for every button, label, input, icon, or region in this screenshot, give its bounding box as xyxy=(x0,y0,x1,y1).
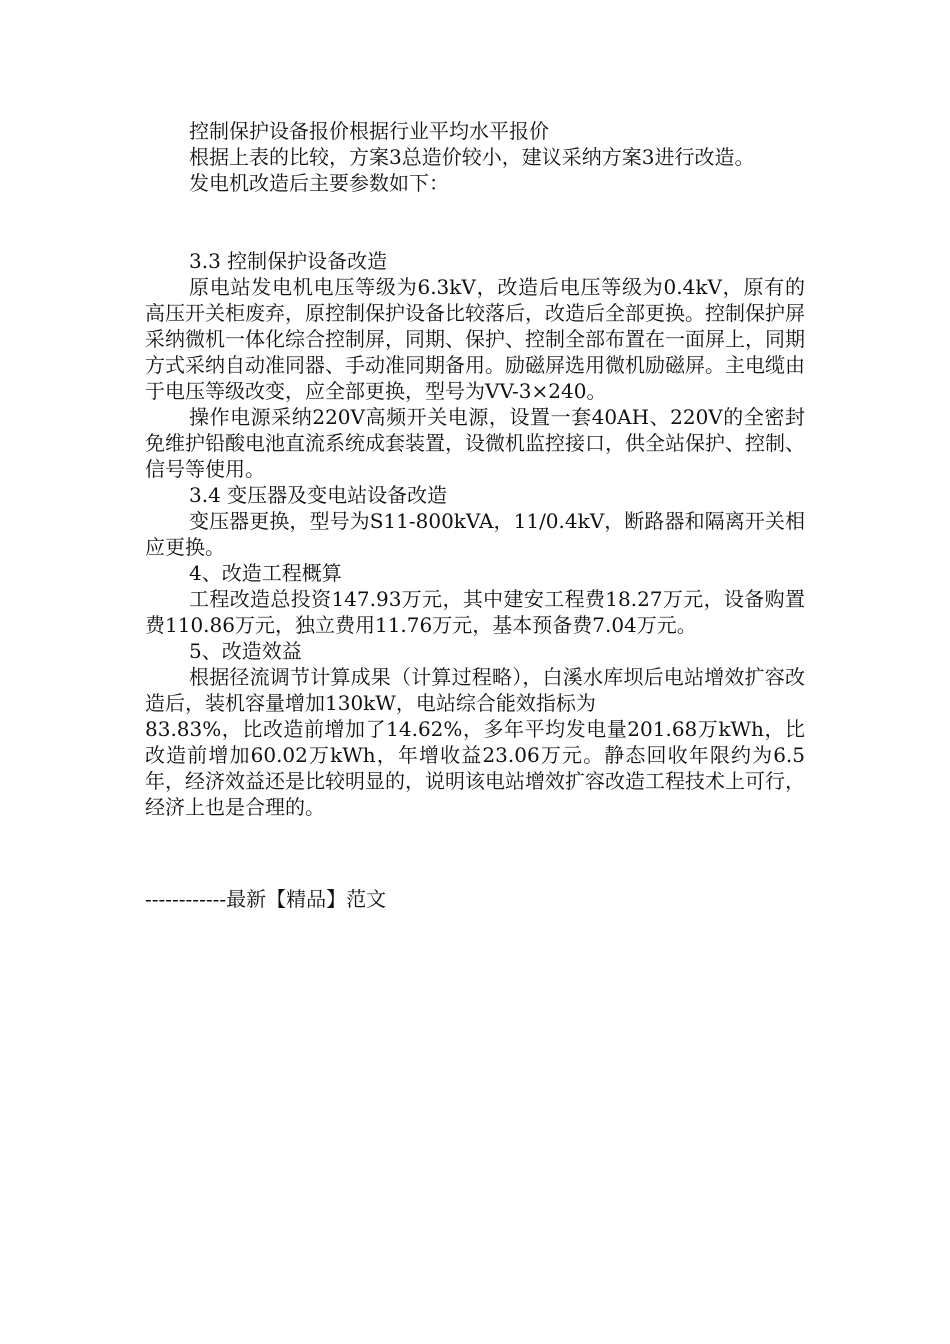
section-heading-3-3: 3.3 控制保护设备改造 xyxy=(189,249,388,273)
paragraph-3-3-power-supply: 操作电源采纳220V高频开关电源，设置一套40AH、220V的全密封免维护铅酸电池直流系统成套装置，设微机监控接口，供全站保护、控制、信号等使用。 xyxy=(145,405,805,481)
paragraph-recommendation: 根据上表的比较，方案3总造价较小，建议采纳方案3进行改造。 xyxy=(189,145,755,169)
section-heading-4: 4、改造工程概算 xyxy=(189,561,342,585)
paragraph-quote-basis: 控制保护设备报价根据行业平均水平报价 xyxy=(189,119,549,143)
section-heading-5: 5、改造效益 xyxy=(189,639,302,663)
blank-space xyxy=(145,196,805,248)
section-heading-3-4: 3.4 变压器及变电站设备改造 xyxy=(189,483,448,507)
paragraph-3-3-voltage: 原电站发电机电压等级为6.3kV，改造后电压等级为0.4kV，原有的高压开关柜废弃，原控制保护设备比较落后，改造后全部更换。控制保护屏采纳微机一体化综合控制屏，同期、保护、控制全部布置在一面屏上，同期方式采纳自动准同器、手动准同期备用。励磁屏选用微机励磁屏。主电缆由于电压等级改变，应全部更换，型号为VV-3×240。 xyxy=(145,275,805,403)
paragraph-4-budget: 工程改造总投资147.93万元，其中建安工程费18.27万元，设备购置费110.86万元，独立费用11.76万元，基本预备费7.04万元。 xyxy=(145,587,805,637)
paragraph-5-benefit-b: 83.83%，比改造前增加了14.62%，多年平均发电量201.68万kWh，比改造前增加60.02万kWh，年增收益23.06万元。静态回收年限约为6.5年，经济效益还是比较明显的，说明该电站增效扩容改造工程技术上可行，经济上也是合理的。 xyxy=(145,717,805,819)
paragraph-5-benefit-a: 根据径流调节计算成果（计算过程略），白溪水库坝后电站增效扩容改造后，装机容量增加130kW，电站综合能效指标为 xyxy=(145,665,805,715)
paragraph-3-4-transformer: 变压器更换，型号为S11-800kVA，11/0.4kV，断路器和隔离开关相应更换。 xyxy=(145,509,805,559)
document-page xyxy=(145,118,805,912)
footer-tagline: ------------最新【精品】范文 xyxy=(145,887,387,911)
paragraph-generator-params-intro: 发电机改造后主要参数如下： xyxy=(189,171,449,195)
blank-space xyxy=(145,820,805,886)
